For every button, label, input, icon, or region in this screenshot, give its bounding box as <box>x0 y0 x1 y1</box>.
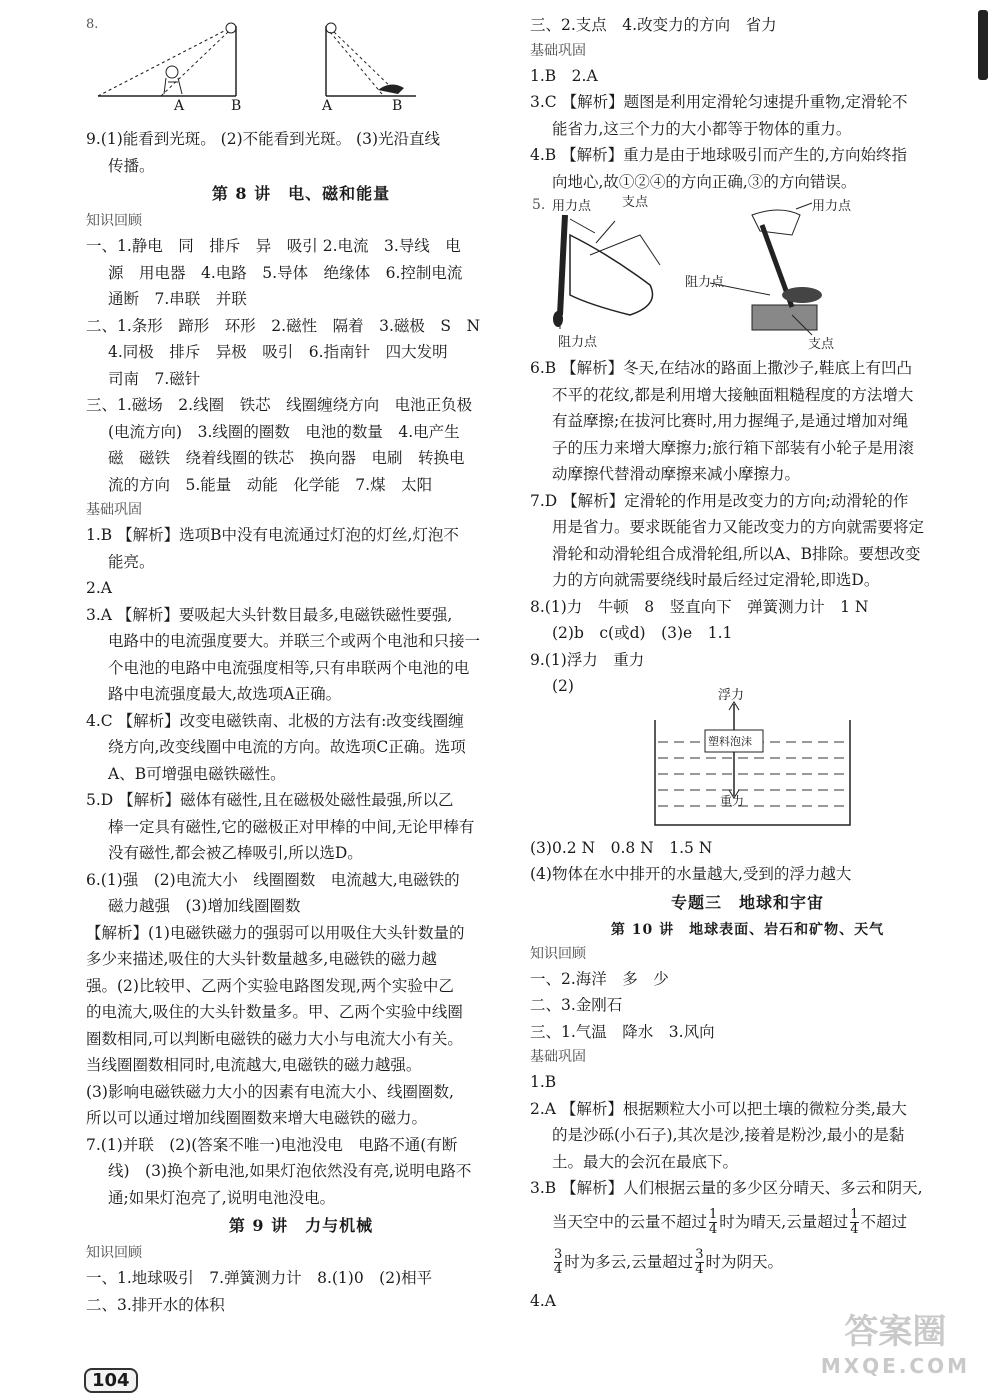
lecture-10-title: 第 10 讲 地球表面、岩石和矿物、天气 <box>610 921 885 938</box>
answer-line: 的是沙砾(小石子),其次是沙,接着是粉沙,最小的是黏 <box>552 1126 905 1144</box>
section-label-review: 知识回顾 <box>86 1245 142 1261</box>
page-number: 104 <box>84 1368 138 1393</box>
fraction-denominator: 4 <box>695 1262 704 1277</box>
answer-line: 路中电流强度最大,故选项A正确。 <box>108 685 342 703</box>
fraction-numerator: 1 <box>709 1207 718 1222</box>
answer-line: 不平的花纹,都是利用增大接触面粗糙程度的方法增大 <box>552 385 914 404</box>
page-edge-mark <box>978 10 988 80</box>
answer-line: 滑轮和动滑轮组合成滑轮组,所以A、B排除。要想改变 <box>552 544 921 563</box>
left-column <box>86 12 516 1318</box>
figure-q8-letter-a1: A <box>174 98 185 114</box>
answer-line: 【解析】(1)电磁铁磁力的强弱可以用吸住大头针数量的 <box>86 923 465 942</box>
figure-q8-letter-b2: B <box>392 98 403 114</box>
figure-q5-number: 5. <box>532 197 546 213</box>
answer-line: (电流方向) 3.线圈的圈数 电池的数量 4.电产生 <box>108 422 460 441</box>
answer-line: 通断 7.串联 并联 <box>108 290 247 308</box>
lecture-9-title: 第 9 讲 力与机械 <box>228 1216 374 1235</box>
answer-line: 源 用电器 4.电路 5.导体 绝缘体 6.控制电流 <box>108 263 463 282</box>
figure-q5-label-effort-left: 用力点 <box>552 199 592 214</box>
fraction-text: 时为阴天。 <box>705 1252 784 1271</box>
figure-q5-label-fulcrum-left: 支点 <box>622 195 649 210</box>
figure-q9-diagram <box>530 700 965 835</box>
answer-line: 传播。 <box>108 156 155 175</box>
answer-line: 9.(1)浮力 重力 <box>530 650 645 669</box>
answer-line: (2) <box>552 677 574 695</box>
fraction-text: 时为多云,云量超过 <box>564 1252 694 1271</box>
fraction-one-quarter <box>850 1208 858 1237</box>
lecture-8-review-block <box>86 233 516 498</box>
answer-line-with-fractions <box>530 1242 965 1282</box>
answer-line: 二、3.排开水的体积 <box>86 1295 225 1314</box>
answer-line: 三、1.气温 降水 3.风向 <box>530 1022 715 1041</box>
answer-line: 1.B 【解析】选项B中没有电流通过灯泡的灯丝,灯泡不 <box>86 526 459 544</box>
answer-line: 力的方向就需要绕线时最后经过定滑轮,即选D。 <box>552 571 880 589</box>
answer-line: 4.A <box>530 1291 556 1310</box>
answer-line: 电路中的电流强度要大。并联三个或两个电池和只接一 <box>108 632 481 650</box>
answer-line: 一、1.静电 同 排斥 异 吸引 2.电流 3.导线 电 <box>86 237 461 255</box>
answer-line: 4.C 【解析】改变电磁铁南、北极的方法有:改变线圈缠 <box>86 711 464 730</box>
lecture-8-title: 第 8 讲 电、磁和能量 <box>211 184 391 203</box>
figure-q9-label-gravity: 重力 <box>720 793 745 808</box>
watermark-logo <box>820 1312 970 1383</box>
answer-line: 5.D 【解析】磁体有磁性,且在磁极处磁性最强,所以乙 <box>86 791 454 809</box>
figure-q5-levers <box>530 195 965 355</box>
answer-line: (3)影响电磁铁磁力大小的因素有电流大小、线圈圈数, <box>86 1082 454 1101</box>
figure-q5-label-resistance-right: 阻力点 <box>685 275 725 290</box>
answer-line: 土。最大的会沉在最底下。 <box>552 1152 739 1171</box>
fraction-numerator: 1 <box>850 1207 859 1222</box>
figure-q8-letter-b1: B <box>231 98 242 114</box>
answer-line: 9.(1)能看到光斑。 (2)不能看到光斑。 (3)光沿直线 <box>86 130 441 148</box>
figure-q9-buoyancy <box>530 687 965 835</box>
answer-line: 能亮。 <box>108 552 155 571</box>
watermark-title: 答案圈 <box>844 1312 947 1352</box>
figure-q5-label-effort-right: 用力点 <box>812 199 852 214</box>
answer-line: 6.B 【解析】冬天,在结冰的路面上撒沙子,鞋底上有凹凸 <box>530 359 912 377</box>
answer-line: 的电流大,吸住的大头针数量多。甲、乙两个实验中线圈 <box>86 1003 463 1021</box>
answer-line: 3.A 【解析】要吸起大头针数目最多,电磁铁磁性要强, <box>86 605 453 624</box>
fraction-denominator: 4 <box>850 1222 859 1237</box>
answer-line: 磁 磁铁 绕着线圈的铁芯 换向器 电刷 转换电 <box>108 449 465 467</box>
fraction-three-quarters <box>695 1248 703 1277</box>
answer-line: 有益摩擦;在拔河比赛时,用力握绳子,是通过增加对绳 <box>552 412 909 430</box>
answer-line: 流的方向 5.能量 动能 化学能 7.煤 太阳 <box>108 475 433 494</box>
answer-line: 2.A <box>86 579 112 597</box>
right-column <box>530 12 965 1314</box>
answer-line: 6.(1)强 (2)电流大小 线圈圈数 电流越大,电磁铁的 <box>86 870 460 889</box>
figure-q8-number: 8. <box>86 17 99 32</box>
answer-line: 棒一定具有磁性,它的磁极正对甲棒的中间,无论甲棒有 <box>108 817 475 836</box>
answer-line: 1.B 2.A <box>530 66 598 85</box>
section-label-review: 知识回顾 <box>86 213 142 229</box>
answer-line: 能省力,这三个力的大小都等于物体的重力。 <box>552 119 852 138</box>
answer-line: A、B可增强电磁铁磁性。 <box>108 764 286 783</box>
answer-line: 三、2.支点 4.改变力的方向 省力 <box>530 16 777 34</box>
fraction-denominator: 4 <box>709 1222 718 1237</box>
fraction-numerator: 3 <box>554 1247 563 1262</box>
answer-line: 所以可以通过增加线圈圈数来增大电磁铁的磁力。 <box>86 1109 428 1127</box>
answer-line-with-fractions <box>530 1202 965 1242</box>
answer-line: 强。(2)比较甲、乙两个实验电路图发现,两个实验中乙 <box>86 976 454 995</box>
section-label-consolidate: 基础巩固 <box>530 42 586 59</box>
answer-line: 个电池的电路中电流强度相等,只有串联两个电池的电 <box>108 658 470 677</box>
fraction-text: 不超过 <box>860 1212 908 1231</box>
figure-q8 <box>86 12 516 112</box>
answer-line: 4.同极 排斥 异极 吸引 6.指南针 四大发明 <box>108 343 448 361</box>
answer-line: (3)0.2 N 0.8 N 1.5 N <box>530 838 713 857</box>
answer-line: 三、1.磁场 2.线圈 铁芯 线圈缠绕方向 电池正负极 <box>86 396 473 414</box>
section-label-consolidate: 基础巩固 <box>86 502 142 518</box>
answer-line: 没有磁性,都会被乙棒吸引,所以选D。 <box>108 844 363 862</box>
answer-line: 磁力越强 (3)增加线圈圈数 <box>108 897 301 915</box>
answer-line: 当线圈圈数相同时,电流越大,电磁铁的磁力越强。 <box>86 1056 422 1074</box>
fraction-three-quarters <box>554 1248 562 1277</box>
figure-q9-label-foam: 塑料泡沫 <box>708 734 752 748</box>
answer-line: 司南 7.磁针 <box>108 369 201 388</box>
answer-line: 7.(1)并联 (2)(答案不唯一)电池没电 电路不通(有断 <box>86 1135 458 1154</box>
fraction-denominator: 4 <box>554 1262 563 1277</box>
figure-q8-letter-a2: A <box>322 98 333 114</box>
lecture-8-exercise-block <box>86 522 516 1211</box>
answer-line: 8.(1)力 牛顿 8 竖直向下 弹簧测力计 1 N <box>530 597 869 616</box>
answer-line: 线) (3)换个新电池,如果灯泡依然没有亮,说明电路不 <box>108 1162 472 1180</box>
fraction-one-quarter <box>709 1208 717 1237</box>
figure-q9-label-buoyancy: 浮力 <box>718 687 745 703</box>
answer-line: 3.C 【解析】题图是利用定滑轮匀速提升重物,定滑轮不 <box>530 93 908 111</box>
answer-line: 向地心,故①②④的方向正确,③的方向错误。 <box>552 172 857 191</box>
answer-line: (2)b c(或d) (3)e 1.1 <box>552 624 733 642</box>
answer-line: 3.B 【解析】人们根据云量的多少区分晴天、多云和阴天, <box>530 1179 923 1197</box>
fraction-numerator: 3 <box>695 1247 704 1262</box>
answer-line: 1.B <box>530 1073 557 1091</box>
answer-line: 4.B 【解析】重力是由于地球吸引而产生的,方向始终指 <box>530 146 908 164</box>
answer-line: 7.D 【解析】定滑轮的作用是改变力的方向;动滑轮的作 <box>530 491 909 510</box>
answer-line: 二、3.金刚石 <box>530 996 623 1014</box>
answer-line: 动摩擦代替滑动摩擦来减小摩擦力。 <box>552 465 801 483</box>
section-label-consolidate: 基础巩固 <box>530 1049 586 1065</box>
answer-line: (4)物体在水中排开的水量越大,受到的浮力越大 <box>530 865 852 883</box>
figure-q5-label-resistance-left: 阻力点 <box>558 335 598 350</box>
answer-line: 绕方向,改变线圈中电流的方向。故选项C正确。选项 <box>108 738 466 756</box>
answer-line: 2.A 【解析】根据颗粒大小可以把土壤的微粒分类,最大 <box>530 1099 907 1118</box>
answer-line: 一、2.海洋 多 少 <box>530 969 669 988</box>
figure-q5-label-fulcrum-right: 支点 <box>808 337 835 352</box>
fraction-text: 当天空中的云量不超过 <box>552 1212 708 1231</box>
answer-line: 二、1.条形 蹄形 环形 2.磁性 隔着 3.磁极 S N <box>86 316 481 335</box>
answer-line: 一、1.地球吸引 7.弹簧测力计 8.(1)0 (2)相平 <box>86 1269 433 1287</box>
section-label-review: 知识回顾 <box>530 945 586 962</box>
answer-line: 子的压力来增大摩擦力;旅行箱下部装有小轮子是用滚 <box>552 438 914 457</box>
answer-line: 用是省力。要求既能省力又能改变力的方向就需要将定 <box>552 518 925 536</box>
fraction-text: 时为晴天,云量超过 <box>719 1212 849 1231</box>
topic-3-title: 专题三 地球和宇宙 <box>670 892 824 912</box>
watermark-url: MXQE.COM <box>820 1354 970 1378</box>
answer-line: 通;如果灯泡亮了,说明电池没电。 <box>108 1188 336 1207</box>
answer-line: 多少来描述,吸住的大头针数量越多,电磁铁的磁力越 <box>86 950 437 968</box>
figure-q8-diagram <box>86 12 516 112</box>
answer-line: 圈数相同,可以判断电磁铁的磁力大小与电流大小有关。 <box>86 1029 463 1048</box>
